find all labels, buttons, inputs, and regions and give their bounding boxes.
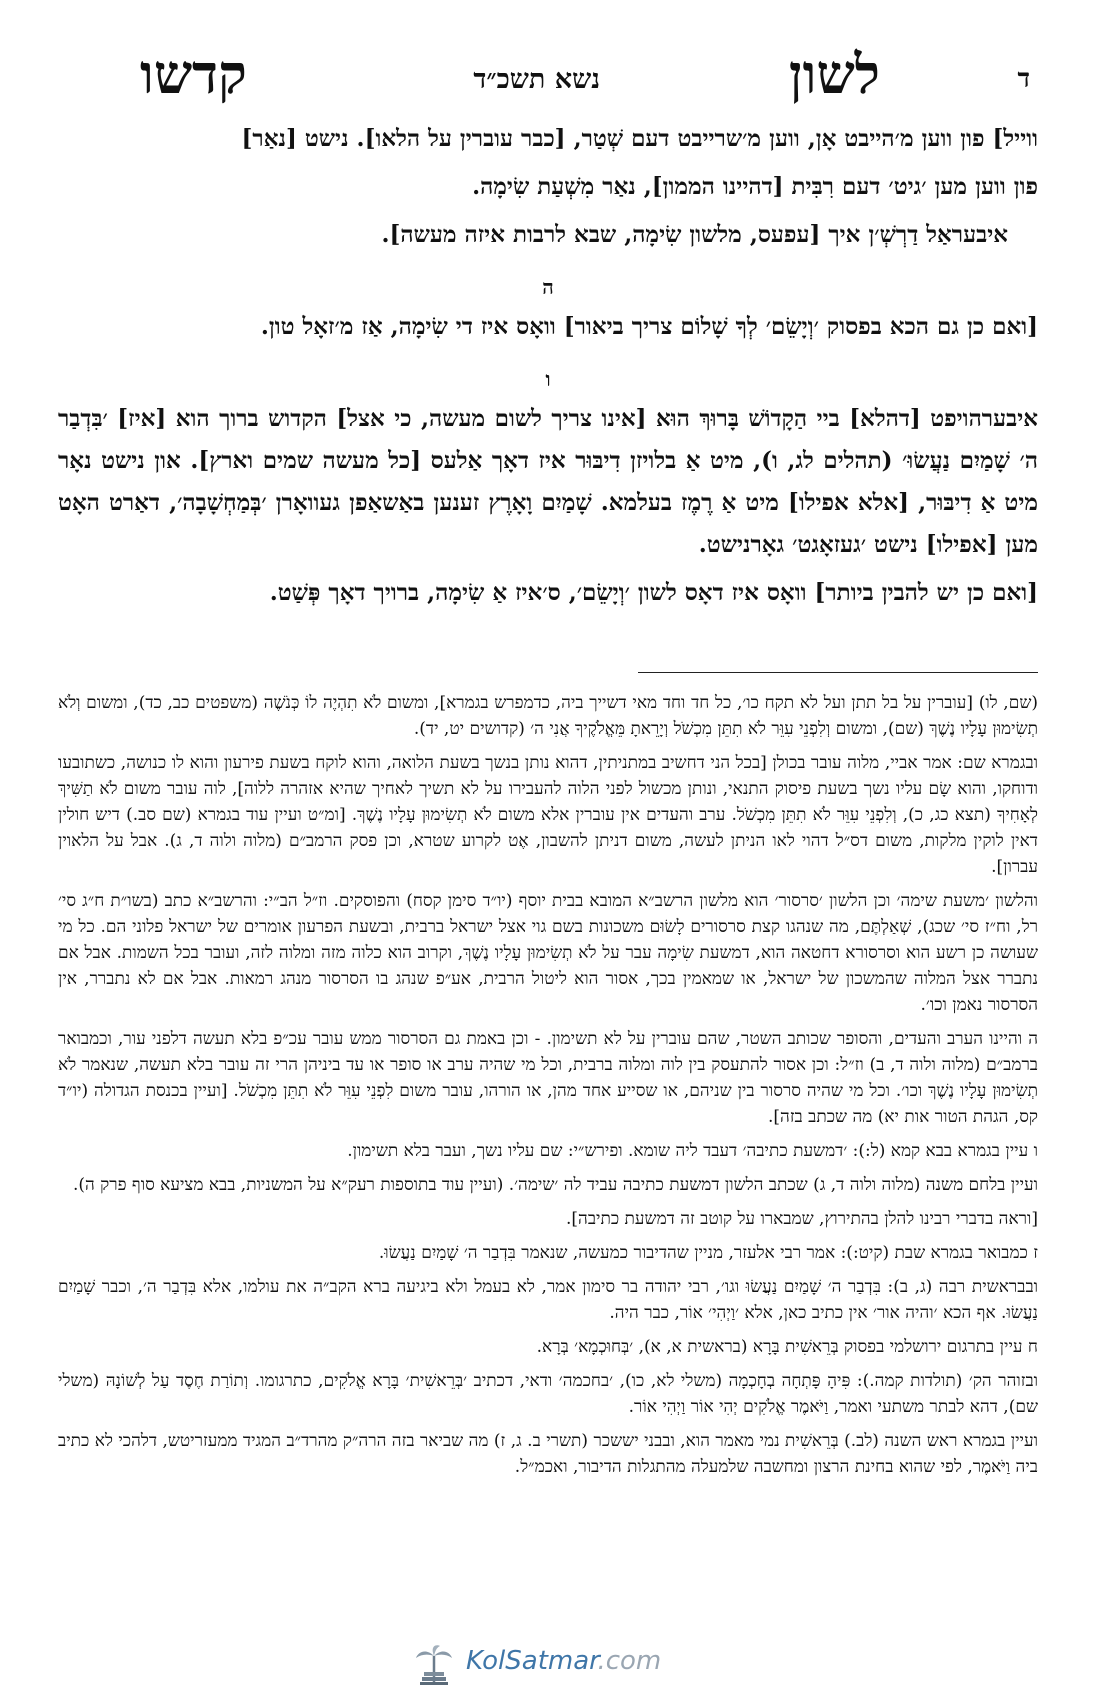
footnote: ובגמרא שם: אמר אביי, מלוה עובר בכולן [בכל הני דחשיב במתניתין, דהוא נותן בנשך בשעת הלואה, והוא לוקח בשעת פירעון והוא לו כנושה, כשתובעו ודוחקו, והוא שָׂם עליו נשך בשעת פיסוק התנאי, ונותן מכשול לפני הלוה להעבירו על לא תשיך לאחיך שהיא אזהרה ללוה], לוה עובר משום לֹא תַשִּׁיךְ לְאָחִיךָ (תצא כג, כ), וְלִפְנֵי עִוֵּר לֹא תִתֵּן מִכְשֹׁל. ערב והעדים אין עוברין אלא משום לֹא תְשִׂימוּן עָלָיו נֶשֶׁךְ. [ומ״ט ועיין עוד בגמרא (שם סב.) דיש חולין דאין לוקין מלקות, משום דס״ל דהוי לאו הניתן לעשה, משום דניתן להשבון, אֶט לקרוע שטרא, וכן פסק הרמב״ם (מלוה ולוה ד, ג). אבל על הלאוין עברון].	[58, 753, 1038, 877]
footnote: ובבראשית רבה (ג, ב): בִּדְבַר ה׳ שָׁמַיִם נַעֲשׂוּ וגו׳, רבי יהודה בר סימון אמר, לא בעמל ולא ביגיעה ברא הקב״ה את עולמו, אלא בִּדְבַר ה׳, וכבר שָׁמַיִם נַעֲשׂוּ. אף הכא ׳והיה אור׳ אין כתיב כאן, אלא ׳וַיְהִי׳ אוֹר, כבר היה.	[58, 1277, 1038, 1323]
main-text	[58, 118, 1038, 620]
parsha-label: נשא תשכ״ד	[473, 64, 600, 95]
footnote: ח עיין בתרגום ירושלמי בפסוק בְּרֵאשִׁית בָּרָא (בראשית א, א), ׳בְּחוּכְמָא׳ בְּרָא.	[536, 1337, 1038, 1357]
paragraph-1-line-3: איבעראַל דַרְשְׁ׳ן איך [עפעס, מלשון שִׂימָה, שבא לרבות איזה מעשה].	[381, 221, 1008, 248]
footnote: ועיין בגמרא ראש השנה (לב.) בְּרֵאשִׁית נמי מאמר הוא, ובבני יששכר (תשרי ב. ג, ז) מה שביאר בזה הרה״ק מהרד״ב המגיד ממעזריטש, דלהכי לא כתיב ביה וַיֹּאמֶר, לפי שהוא בחינת הרצון ומחשבה שלמעלה מהתגלות הדיבור, ואכמ״ל.	[58, 1431, 1038, 1477]
site-logo[interactable]	[0, 1640, 1100, 1688]
footnote: ז כמבואר בגמרא שבת (קיט:): אמר רבי אלעזר, מניין שהדיבור כמעשה, שנאמר בִּדְבַר ה׳ שָׁמַיִם נַעֲשׂוּ.	[378, 1243, 1038, 1263]
footnote: (שם, לו) [עוברין על בל תתן ועל לא תקח כו׳, כל חד וחד מאי דשייך ביה, כדמפרש בגמרא], ומשום לֹא תִהְיֶה לוֹ כְּנֹשֶׁה (משפטים כב, כד), ומשום וְלֹא תְשִׂימוּן עָלָיו נֶשֶׁךְ (שם), ומשום וְלִפְנֵי עִוֵּר לֹא תִתֵּן מִכְשֹׁל וְיָרֵאתָ מֵּאֱלֹקֶיךָ אֲנִי ה׳ (קדושים יט, יד).	[58, 693, 1038, 739]
paragraph-2: [ואם כן גם הכא בפסוק ׳וְיָשֵׂם׳ לְךָ שָׁלוֹם צריך ביאור] וואָס איז די שִׂימָה, אַז מ׳זאָל טון.	[260, 313, 1038, 340]
page-number: ד	[1017, 64, 1030, 94]
paragraph-1-line-2: פון ווען מען ׳גיט׳ דעם רִבִּית [דהיינו הממון], נאַר מִשְׁעַת שִׂימָה.	[472, 173, 1038, 200]
section-marker-he: ה	[542, 275, 554, 299]
logo-text: KolSatmar.com	[466, 1646, 662, 1676]
page-header	[70, 42, 1030, 112]
footnote: ובזוהר הק׳ (תולדות קמה.): פִּיהָ פָּתְחָה בְחָכְמָה (משלי לא, כו), ׳בחכמה׳ ודאי, דכתיב ׳בְּרֵאשִׁית׳ בָּרָא אֱלֹקִים, כתרגומו. וְתוֹרַת חֶסֶד עַל לְשׁוֹנָהּ (משלי שם), דהא לבתר משתעי ואמר, וַיֹּאמֶר אֱלֹקִים יְהִי אוֹר וַיְהִי אוֹר.	[58, 1371, 1038, 1417]
paragraph-3: איבערהויפט [דהלא] ביי הַקָדוֹשׁ בָּרוּךְ הוּא [אינו צריך לשום מעשה, כי אצל] הקדוש ברוך הוא [איז] ׳בִּדְבַר ה׳ שָׁמַיִם נַעֲשׂוּ׳ (תהלים לג, ו), מיט אַ בלויזן דִיבּוּר איז דאָך אַלעס [כל מעשה שמים וארץ]. און נישט נאָר מיט אַ דִיבּוּר, [אלא אפילו] מיט אַ רֶמֶז בעלמא. שָׁמַיִם וָאָרֶץ זענען באַשאַפן געוואָרן ׳בְּמַחְשָׁבָה׳, דאַרט האָט מען [אפילו] נישט ׳געזאָגט׳ גאָרנישט.	[58, 405, 1038, 558]
paragraph-1-line-1: ווייל] פון ווען מ׳הייבט אָן, ווען מ׳שרייבט דעם שְׁטַר, [כבר עוברין על הלאו]. נישט [נאַר]	[241, 125, 1038, 152]
title-left: קדשו	[140, 42, 247, 106]
title-right: לשון	[788, 42, 880, 106]
footnote: והלשון ׳משעת שימה׳ וכן הלשון ׳סרסור׳ הוא מלשון הרשב״א המובא בבית יוסף (יו״ד סימן קסח) והפוסקים. וז״ל הב״י: והרשב״א כתב (בשו״ת ח״ג סי׳ רל, וח״ז סי׳ שכג), שְׁאַלְתֶּם, מה שנהגו קצת סרסורים לָשׂוּם משכונות בשם גוי אצל ישראל ברבית, ובשעת הפרעון אומרים של ישראל פלוני הם. כל מי שעושה כן רשע הוא וסרסורא דחטאה הוא, דמשעת שִׂימָה עבר על לֹא תְשִׂימוּן עָלָיו נֶשֶׁךְ, וקרוב הוא כלוה מזה ומלוה לזה, ועובר בכל השמות. אבל אם נתברר אצל המלוה שהמשכון של ישראל, או שמאמין בכך, אסור הוא ליטול הרבית, אע״פ שנהג בו הסרסור מנהג רמאות. אבל אם לא נתברר, אין הסרסור נאמן וכו׳.	[58, 891, 1038, 1015]
palm-tree-books-icon	[412, 1642, 456, 1686]
footnote: ה והיינו הערב והעדים, והסופר שכותב השטר, שהם עוברין על לא תשימון. - וכן באמת גם הסרסור ממש עובר עכ״פ בלא תעשה דלפני עור, וכמבואר ברמב״ם (מלוה ולוה ד, ב) וז״ל: וכן אסור להתעסק בין לוה ומלוה ברבית, וכל מי שהיה ערב או סופר או עד ביניהן הרי זה עובר בלא תעשה, שנאמר לֹא תְשִׂימוּן עָלָיו נֶשֶׁךְ וכו׳. וכל מי שהיה סרסור בין שניהם, או שסייע אחד מהן, או הורהו, עובר משום לִפְנֵי עִוֵּר לֹא תִתֵּן מִכְשֹׁל. [ועיין בכנסת הגדולה (יו״ד קס, הגהת הטור אות יא) מה שכתב בזה].	[58, 1029, 1038, 1127]
footnote: ועיין בלחם משנה (מלוה ולוה ד, ג) שכתב הלשון דמשעת כתיבה עביד לה ׳שימה׳. (ועיין עוד בתוספות רעק״א על המשניות, בבא מציעא סוף פרק ה).	[72, 1175, 1038, 1195]
footnote: ו עיין בגמרא בבא קמא (ל:): ׳דמשעת כתיבה׳ דעבד ליה שומא. ופירש״י: שם עליו נשך, ועבר בלא תשימון.	[347, 1141, 1038, 1161]
paragraph-4: [ואם כן יש להבין ביותר] וואָס איז דאָס לשון ׳וְיָשֵׂם׳, ס׳איז אַ שִׂימָה, ברויך דאָך פְּשַׁט.	[269, 579, 1038, 606]
footnotes	[58, 690, 1038, 1488]
footnote: [וראה בדברי רבינו להלן בהתירוץ, שמבארו על קוטב זה דמשעת כתיבה].	[566, 1209, 1038, 1229]
footnote-divider	[638, 672, 1038, 673]
section-marker-vav: ו	[545, 367, 551, 391]
